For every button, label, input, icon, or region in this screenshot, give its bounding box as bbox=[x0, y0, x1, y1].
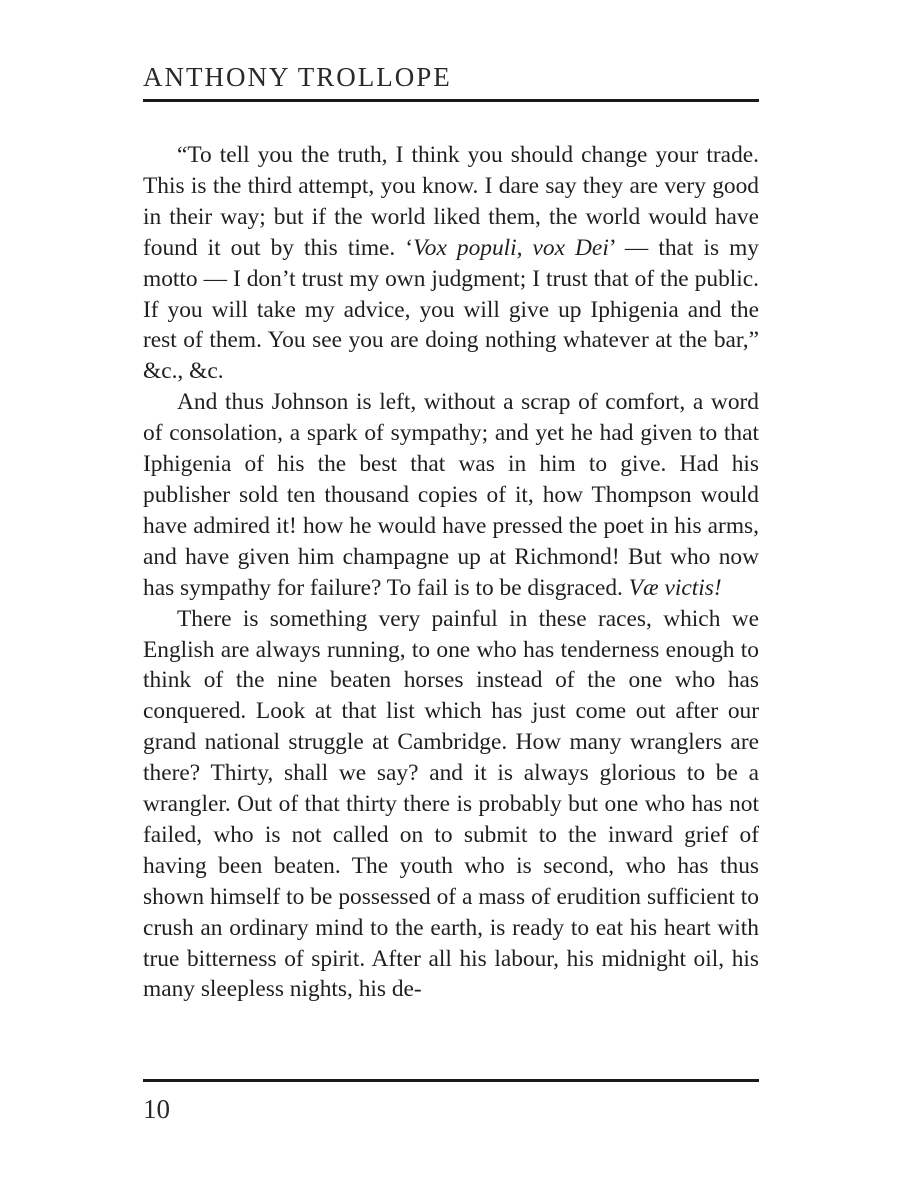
body-text bbox=[143, 140, 759, 1005]
text-run: “To tell you the truth, I think you should change your trade. This is the third attempt, you know. I dare say they are very good in their way; but if the world liked them, the world would have found it out by this time. ‘ bbox=[143, 142, 759, 261]
footer-rule bbox=[143, 1079, 759, 1082]
running-head: ANTHONY TROLLOPE bbox=[143, 62, 452, 92]
paragraph bbox=[143, 140, 759, 387]
paragraph bbox=[143, 604, 759, 1006]
text-run: ’ — that is my motto — I don’t trust my own judgment; I trust that of the public. If you will take my advice, you will give up Iphigenia and the rest of them. You see you are doing nothing whatever at the bar,” &c., &c. bbox=[143, 234, 759, 385]
page-number: 10 bbox=[143, 1094, 170, 1124]
text-run: And thus Johnson is left, without a scrap of comfort, a word of consolation, a spark of sympathy; and yet he had given to that Iphigenia of his the best that was in him to give. Had his publisher sold ten thousand copies of it, how Thompson would have admired it! how he would have pressed the poet in his arms, and have given him champagne up at Richmond! But who now has sympathy for failure? To fail is to be disgraced. bbox=[143, 389, 759, 601]
paragraph bbox=[143, 387, 759, 603]
text-run: There is something very painful in these races, which we English are always running, to one who has tenderness enough to think of the nine beaten horses instead of the one who has conquered. Look at that list which has just come out after our grand national struggle at Cambridge. How many wranglers are there? Thirty, shall we say? and it is always glorious to be a wrangler. Out of that thirty there is probably but one who has not failed, who is not called on to submit to the inward grief of having been beaten. The youth who is second, who has thus shown himself to be possessed of a mass of erudition sufficient to crush an ordinary mind to the earth, is ready to eat his heart with true bitterness of spirit. After all his labour, his midnight oil, his many sleepless nights, his de- bbox=[143, 605, 759, 1003]
italic-phrase: Vox populi, vox Dei bbox=[413, 234, 609, 261]
italic-phrase: Væ victis! bbox=[628, 574, 722, 601]
header-rule bbox=[143, 99, 759, 102]
